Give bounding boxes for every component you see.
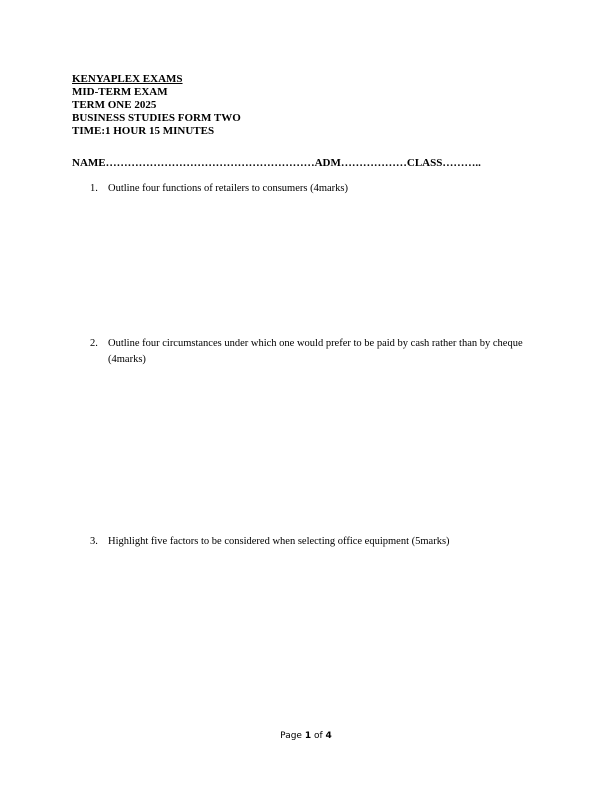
question-number: 3. <box>90 536 98 547</box>
page-word: Page <box>280 731 302 741</box>
question-text: Outline four circumstances under which one would prefer to be paid by cash rather than by cheque (4marks) <box>108 338 523 365</box>
question-3 <box>90 534 540 550</box>
student-details-row <box>72 157 481 170</box>
of-word: of <box>313 731 323 741</box>
exam-term: TERM ONE 2025 <box>72 99 157 111</box>
question-text: Outline four functions of retailers to consumers (4marks) <box>108 183 348 194</box>
question-number: 1. <box>90 183 98 194</box>
page-footer <box>0 730 612 742</box>
exam-subject: BUSINESS STUDIES FORM TWO <box>72 112 241 124</box>
current-page-number: 1 <box>304 731 312 741</box>
student-details-line: NAME…………………………………………………ADM………………CLASS……….. <box>72 157 481 169</box>
question-number: 2. <box>90 338 98 349</box>
exam-header <box>72 73 241 138</box>
school-name: KENYAPLEX EXAMS <box>72 73 183 85</box>
question-1 <box>90 181 540 197</box>
exam-duration: TIME:1 HOUR 15 MINUTES <box>72 125 215 137</box>
exam-title: MID-TERM EXAM <box>72 86 168 98</box>
question-2 <box>90 336 540 368</box>
question-text: Highlight five factors to be considered when selecting office equipment (5marks) <box>108 536 450 547</box>
total-pages-number: 4 <box>325 731 332 741</box>
